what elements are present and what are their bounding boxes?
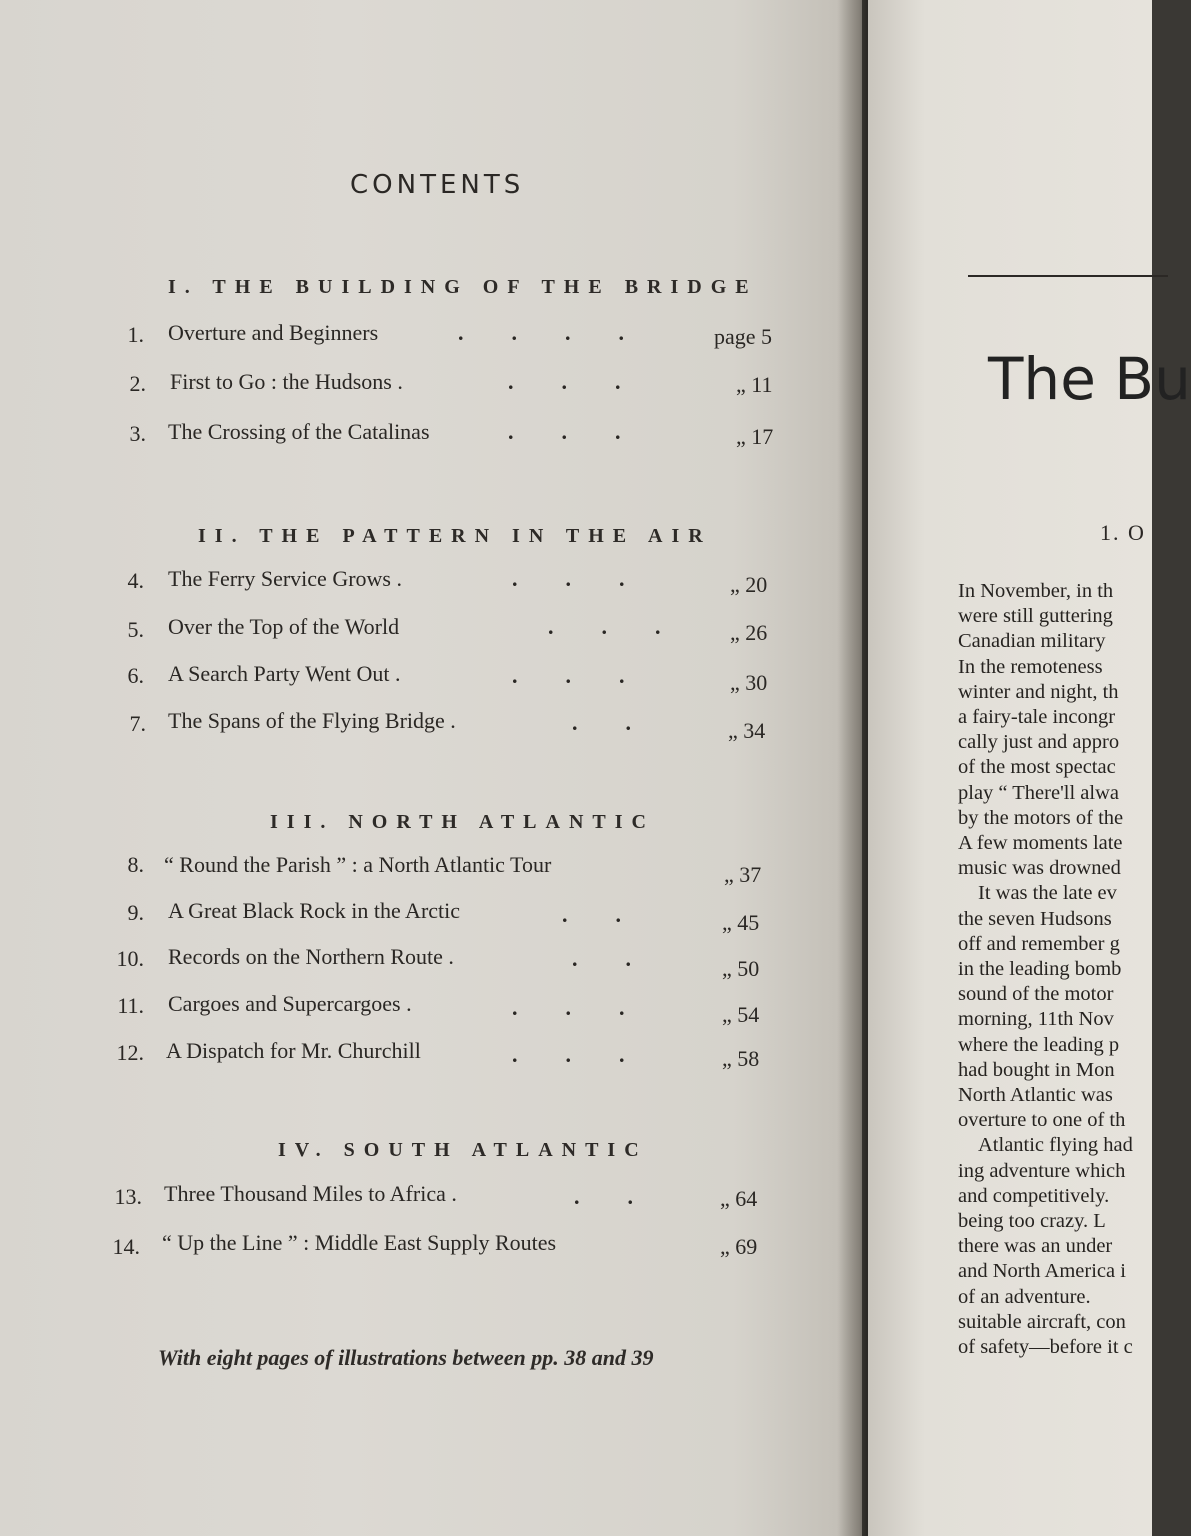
leader-dots: ... xyxy=(512,1042,673,1067)
contents-title: CONTENTS xyxy=(350,170,525,200)
entry-number: 5. xyxy=(127,617,144,642)
body-text-line: sound of the motor xyxy=(958,983,1114,1006)
entry-page: „ 58 xyxy=(722,1046,760,1071)
body-text-line: winter and night, th xyxy=(958,680,1119,703)
leader-dots: ... xyxy=(508,419,669,444)
entry-number: 6. xyxy=(127,663,144,688)
entry-page: „ 45 xyxy=(722,910,760,935)
body-text-line: of safety—before it c xyxy=(958,1336,1133,1358)
body-text-line: off and remember g xyxy=(958,932,1120,955)
entry-title: A Great Black Rock in the Arctic xyxy=(168,898,461,923)
leader-dots: ... xyxy=(512,995,673,1020)
entry-page: „ 69 xyxy=(720,1234,758,1259)
body-text-line: In November, in th xyxy=(958,580,1114,602)
body-text-line: overture to one of th xyxy=(958,1109,1126,1132)
entry-number: 10. xyxy=(116,946,144,971)
entry-title: Over the Top of the World xyxy=(168,614,400,639)
part-heading: IV. SOUTH ATLANTIC xyxy=(278,1139,648,1161)
chapter-title: The Bu xyxy=(988,345,1191,413)
body-text-line: in the leading bomb xyxy=(958,958,1122,980)
body-text-line: and North America i xyxy=(958,1260,1126,1283)
entry-title: The Spans of the Flying Bridge . xyxy=(168,708,456,733)
horizontal-rule xyxy=(968,275,1168,277)
body-text-line: cally just and appro xyxy=(958,731,1120,754)
body-text-line: a fairy-tale incongr xyxy=(958,706,1116,728)
entry-page: „ 54 xyxy=(722,1002,760,1027)
leader-dots: .. xyxy=(574,1184,681,1209)
entry-page: „ 20 xyxy=(730,572,768,597)
leader-dots: ... xyxy=(512,566,673,591)
leader-dots: ... xyxy=(548,614,709,639)
body-text-line: by the motors of the xyxy=(958,806,1124,829)
entry-page: „ 34 xyxy=(728,718,766,743)
part-heading: II. THE PATTERN IN THE AIR xyxy=(198,525,712,547)
leader-dots: ... xyxy=(508,369,669,394)
entry-page: „ 17 xyxy=(736,424,774,449)
entry-number: 8. xyxy=(127,852,144,877)
entry-number: 7. xyxy=(129,711,146,736)
leader-dots: .... xyxy=(458,320,672,345)
body-text-line: Atlantic flying had xyxy=(978,1134,1133,1157)
entry-number: 12. xyxy=(116,1040,144,1065)
body-text-line: had bought in Mon xyxy=(958,1058,1115,1081)
body-text-line: of an adventure. xyxy=(958,1285,1091,1308)
body-text-line: music was drowned xyxy=(958,857,1121,880)
entry-page: „ 37 xyxy=(724,862,762,887)
body-text-line: play “ There'll alwa xyxy=(958,781,1119,804)
leader-dots: .. xyxy=(562,902,669,927)
illustrations-note: With eight pages of illustrations between pp. 38 and 39 xyxy=(158,1345,654,1370)
body-text-line: of the most spectac xyxy=(958,756,1116,779)
entry-number: 1. xyxy=(127,322,144,347)
body-text-line: ing adventure which xyxy=(958,1159,1126,1182)
entry-page: page 5 xyxy=(714,324,773,349)
entry-title: “ Up the Line ” : Middle East Supply Routes xyxy=(162,1230,557,1255)
entry-number: 14. xyxy=(112,1234,140,1259)
entry-title: A Dispatch for Mr. Churchill xyxy=(166,1038,421,1063)
entry-page: „ 64 xyxy=(720,1186,758,1211)
body-text-line: being too crazy. L xyxy=(958,1210,1106,1232)
part-heading: I. THE BUILDING OF THE BRIDGE xyxy=(168,276,758,298)
right-page xyxy=(868,0,1191,1536)
body-text-line: were still guttering xyxy=(958,605,1113,628)
entry-number: 2. xyxy=(129,371,146,396)
entry-page: „ 11 xyxy=(736,372,773,397)
entry-number: 11. xyxy=(117,993,144,1018)
entry-number: 4. xyxy=(127,568,144,593)
body-text-line: and competitively. xyxy=(958,1184,1110,1207)
body-text-line: In the remoteness xyxy=(958,655,1103,678)
body-text-line: there was an under xyxy=(958,1235,1113,1258)
body-text-line: It was the late ev xyxy=(978,882,1117,905)
body-text-line: suitable aircraft, con xyxy=(958,1310,1126,1333)
entry-title: “ Round the Parish ” : a North Atlantic Tour xyxy=(164,852,552,877)
entry-title: A Search Party Went Out . xyxy=(168,661,401,686)
entry-number: 9. xyxy=(127,900,144,925)
part-heading: III. NORTH ATLANTIC xyxy=(270,811,655,833)
entry-title: Records on the Northern Route . xyxy=(168,944,454,969)
entry-title: The Crossing of the Catalinas xyxy=(168,419,430,444)
section-heading: 1. O xyxy=(1100,520,1146,545)
entry-page: „ 30 xyxy=(730,670,768,695)
body-text-line: morning, 11th Nov xyxy=(958,1008,1114,1031)
body-text-line: North Atlantic was xyxy=(958,1084,1113,1106)
body-text-line: where the leading p xyxy=(958,1033,1120,1056)
entry-number: 3. xyxy=(129,421,146,446)
entry-title: First to Go : the Hudsons . xyxy=(170,369,403,394)
leader-dots: .. xyxy=(572,946,679,971)
entry-page: „ 50 xyxy=(722,956,760,981)
entry-number: 13. xyxy=(114,1184,142,1209)
body-text-line: the seven Hudsons xyxy=(958,907,1112,930)
body-text-line: A few moments late xyxy=(958,832,1123,854)
leader-dots: ... xyxy=(512,663,673,688)
entry-title: Cargoes and Supercargoes . xyxy=(168,991,412,1016)
entry-title: Overture and Beginners xyxy=(168,320,379,345)
body-text-line: Canadian military xyxy=(958,630,1106,653)
entry-title: The Ferry Service Grows . xyxy=(168,566,402,591)
leader-dots: .. xyxy=(572,710,679,735)
entry-page: „ 26 xyxy=(730,620,768,645)
entry-title: Three Thousand Miles to Africa . xyxy=(164,1181,457,1206)
